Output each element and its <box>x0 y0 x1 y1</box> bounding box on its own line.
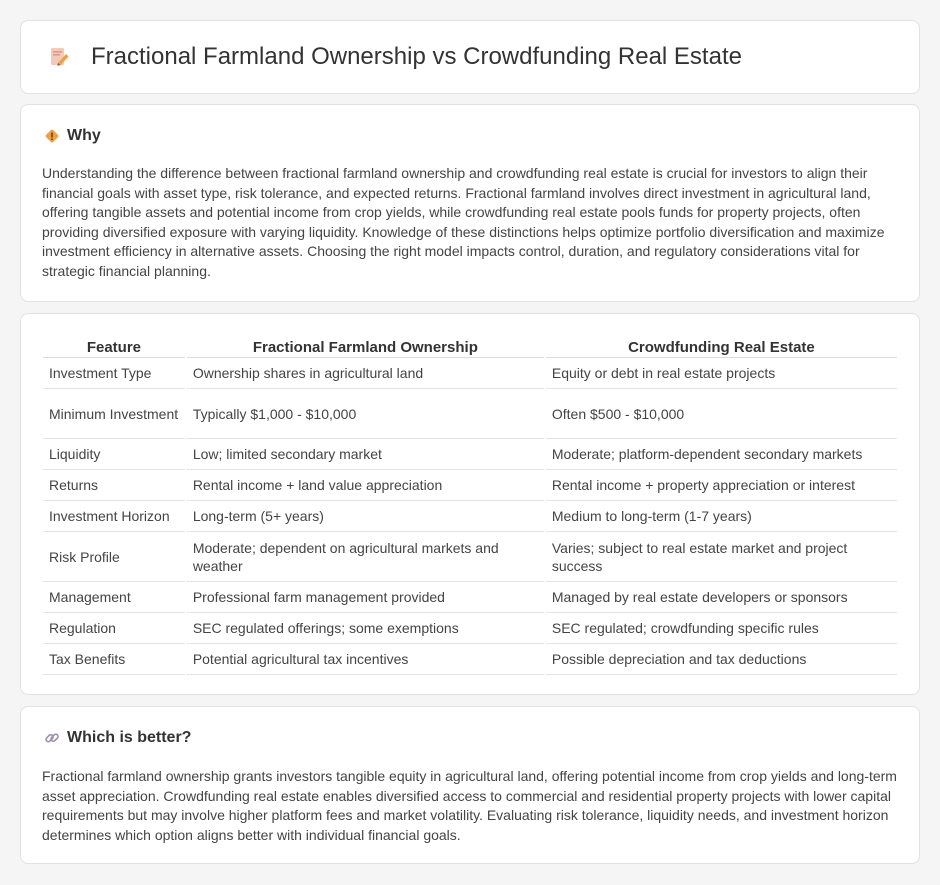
document-pencil-icon <box>47 45 71 69</box>
farmland-cell: Rental income + land value appreciation <box>187 470 544 501</box>
table-row <box>43 501 897 532</box>
comparison-table <box>41 336 899 675</box>
crowdfunding-cell: Managed by real estate developers or sponsors <box>546 582 897 613</box>
which-is-better-body: Fractional farmland ownership grants investors tangible equity in agricultural land, offering potential income from crop yields and long-term asset appreciation. Crowdfunding real estate enables diversified access to commercial and residential property projects with lower capital requirements but may involve higher platform fees and market volatility. Evaluating risk tolerance, liquidity needs, and investment horizon determines which option aligns better with individual financial goals. <box>42 768 897 843</box>
why-body: Understanding the difference between fractional farmland ownership and crowdfunding real estate is crucial for investors to align their financial goals with asset type, risk tolerance, and expected returns. Fractional farmland involves direct investment in agricultural land, offering tangible assets and potential income from crop yields, while crowdfunding real estate pools funds for property projects, often providing diversified exposure with varying liquidity. Knowledge of these distinctions helps optimize portfolio diversification and maximize investment efficiency in alternative assets. Choosing the right model impacts control, duration, and regulatory considerations vital for strategic financial planning. <box>42 165 885 279</box>
comparison-table-card <box>20 313 920 695</box>
crowdfunding-cell: SEC regulated; crowdfunding specific rules <box>546 613 897 644</box>
feature-cell: Minimum Investment <box>43 389 185 439</box>
crowdfunding-cell: Moderate; platform-dependent secondary markets <box>546 439 897 470</box>
feature-cell: Management <box>43 582 185 613</box>
feature-cell: Liquidity <box>43 439 185 470</box>
table-row <box>43 582 897 613</box>
feature-cell: Risk Profile <box>43 532 185 582</box>
crowdfunding-cell: Often $500 - $10,000 <box>546 389 897 439</box>
table-header-row <box>43 336 897 358</box>
farmland-cell: Typically $1,000 - $10,000 <box>187 389 544 439</box>
page-title: Fractional Farmland Ownership vs Crowdfunding Real Estate <box>91 43 742 70</box>
farmland-cell: Moderate; dependent on agricultural markets and weather <box>187 532 544 582</box>
crowdfunding-cell: Possible depreciation and tax deductions <box>546 644 897 675</box>
feature-cell: Tax Benefits <box>43 644 185 675</box>
farmland-cell: Low; limited secondary market <box>187 439 544 470</box>
farmland-cell: Potential agricultural tax incentives <box>187 644 544 675</box>
crowdfunding-cell: Rental income + property appreciation or interest <box>546 470 897 501</box>
which-is-better-title: Which is better? <box>67 729 192 746</box>
farmland-cell: Professional farm management provided <box>187 582 544 613</box>
header-farmland: Fractional Farmland Ownership <box>187 336 544 358</box>
crowdfunding-cell: Medium to long-term (1-7 years) <box>546 501 897 532</box>
table-row <box>43 389 897 439</box>
link-icon <box>43 729 61 747</box>
feature-cell: Regulation <box>43 613 185 644</box>
title-card <box>20 20 920 94</box>
header-crowdfunding: Crowdfunding Real Estate <box>546 336 897 358</box>
table-row <box>43 532 897 582</box>
crowdfunding-cell: Varies; subject to real estate market and project success <box>546 532 897 582</box>
diamond-sign-icon <box>43 127 61 145</box>
why-section <box>20 104 920 302</box>
why-title: Why <box>67 127 101 144</box>
farmland-cell: SEC regulated offerings; some exemptions <box>187 613 544 644</box>
farmland-cell: Ownership shares in agricultural land <box>187 358 544 389</box>
crowdfunding-cell: Equity or debt in real estate projects <box>546 358 897 389</box>
table-row <box>43 644 897 675</box>
header-feature: Feature <box>43 336 185 358</box>
table-row <box>43 613 897 644</box>
feature-cell: Returns <box>43 470 185 501</box>
feature-cell: Investment Horizon <box>43 501 185 532</box>
feature-cell: Investment Type <box>43 358 185 389</box>
table-row <box>43 470 897 501</box>
which-is-better-section <box>20 706 920 864</box>
table-row <box>43 439 897 470</box>
table-row <box>43 358 897 389</box>
farmland-cell: Long-term (5+ years) <box>187 501 544 532</box>
